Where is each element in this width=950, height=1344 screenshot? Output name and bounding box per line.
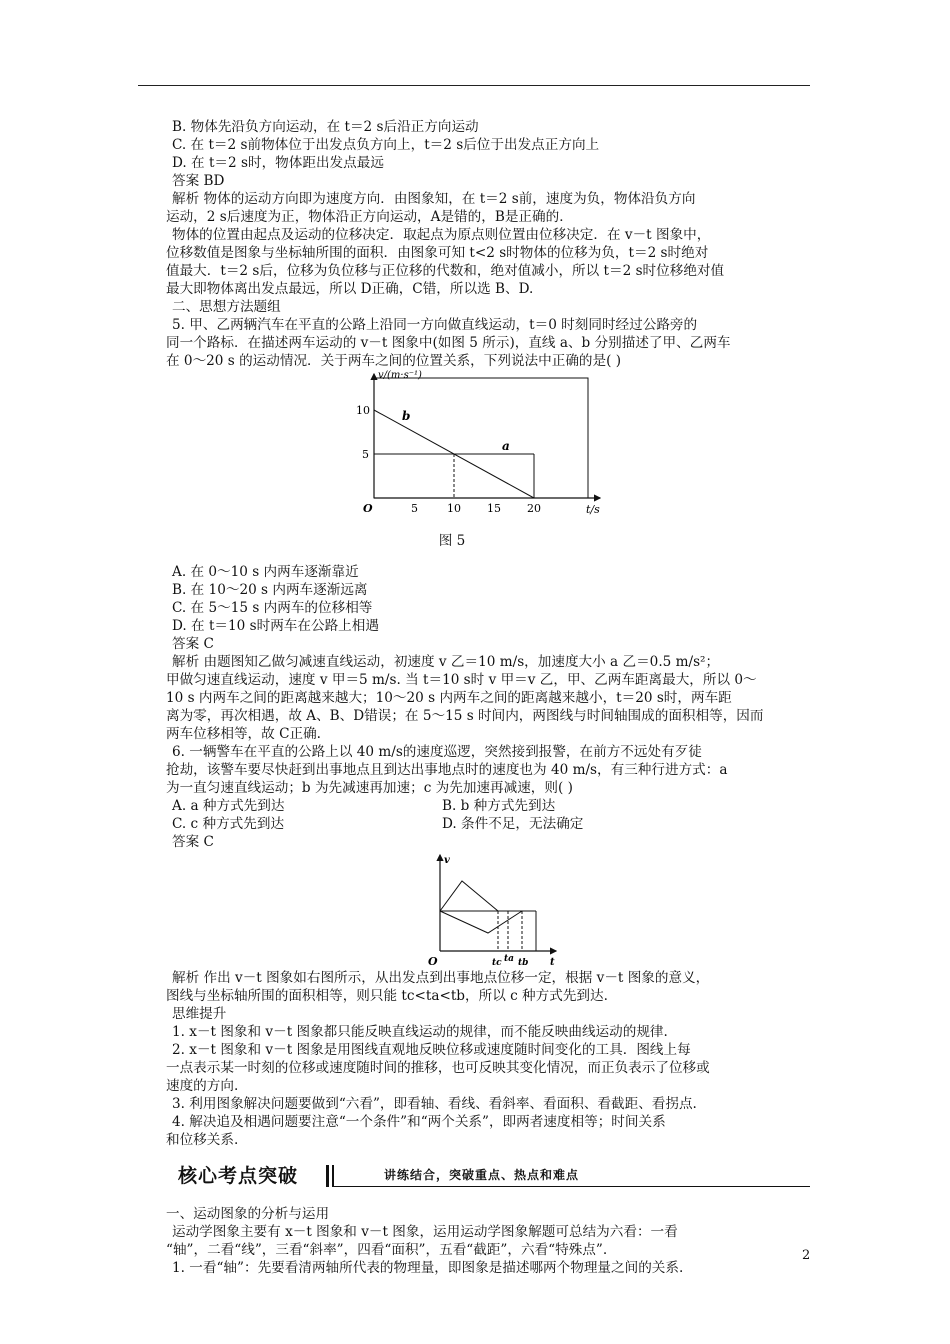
q5-option-a: A. 在 0～10 s 内两车逐渐靠近 — [172, 564, 359, 581]
section-text: 1. 一看“轴”：先要看清两轴所代表的物理量，即图象是描述哪两个物理量之间的关系. — [172, 1260, 684, 1277]
page-number: 2 — [802, 1248, 811, 1263]
q4-analysis-line: 运动，2 s后速度为正，物体沿正方向运动，A是错的，B是正确的． — [166, 209, 573, 225]
q5-analysis-line: 甲做匀速直线运动，速度 v 甲＝5 m/s. 当 t＝10 s时 v 甲＝v 乙，甲、乙两车距离最大，所以 0～ — [166, 672, 757, 689]
header-rule — [138, 85, 810, 86]
q4-analysis-line: 物体的位置由起点及运动的位移决定．取起点为原点则位置由位移决定．在 v－t 图象中， — [172, 227, 711, 243]
tick-ta: ta — [504, 954, 514, 965]
page-content — [166, 118, 812, 1277]
tick-tb: tb — [518, 958, 529, 969]
q6-option-a: A. a 种方式先到达 — [172, 798, 285, 815]
section-banner — [172, 1157, 812, 1205]
figure-5-graph — [356, 370, 622, 518]
v-axis-label: v — [444, 855, 450, 867]
x-tick-20: 20 — [527, 502, 541, 515]
q6-options-row — [172, 815, 812, 833]
q5-stem: 在 0～20 s 的运动情况．关于两车之间的位置关系，下列说法中正确的是( ) — [166, 353, 622, 369]
q6-analysis-line: 解析 作出 v－t 图象如右图所示，从出发点到出事地点位移一定，根据 v－t 图象的意义， — [172, 970, 710, 987]
section-text: 运动学图象主要有 x－t 图象和 v－t 图象，运用运动学图象解题可总结为六看：一看 — [172, 1224, 678, 1241]
q6-answer: 答案 C — [172, 834, 214, 851]
q5-analysis-line: 10 s 内两车之间的距离越来越大；10～20 s 内两车之间的距离越来越小，t＝20 s时，两车距 — [166, 690, 732, 707]
q5-stem: 5. 甲、乙两辆汽车在平直的公路上沿同一方向做直线运动，t＝0 时刻同时经过公路旁的 — [172, 317, 698, 333]
thinking-line: 速度的方向. — [166, 1078, 239, 1095]
q4-tail — [166, 118, 812, 298]
q6-stem: 6. 一辆警车在平直的公路上以 40 m/s的速度巡逻，突然接到报警，在前方不远处有歹徒 — [172, 744, 702, 761]
banner-bar — [326, 1165, 329, 1187]
line-c — [440, 881, 498, 911]
thinking-line: 2. x－t 图象和 v－t 图象是用图线直观地反映位移或速度随时间变化的工具．图线上每 — [172, 1042, 691, 1059]
thinking-line: 4. 解决追及相遇问题要注意“一个条件”和“两个关系”，即两者速度相等；时间关系 — [172, 1114, 666, 1131]
thinking-line: 3. 利用图象解决问题要做到“六看”，即看轴、看线、看斜率、看面积、看截距、看拐点. — [172, 1096, 697, 1113]
origin-label: O — [363, 502, 373, 515]
q4-analysis-line: 解析 物体的运动方向即为速度方向．由图象知，在 t＝2 s前，速度为负，物体沿负方向 — [172, 191, 696, 207]
q6-stem: 为一直匀速直线运动；b 为先减速再加速；c 为先加速再减速，则( ) — [166, 780, 573, 797]
q6-stem: 抢劫，该警车要尽快赶到出事地点且到达出事地点时的速度也为 40 m/s，有三种行进方式：a — [166, 762, 728, 779]
figure-q6 — [422, 851, 562, 969]
y-tick-10: 10 — [356, 404, 370, 417]
x-tick-10: 10 — [447, 502, 461, 515]
line-a-label: a — [502, 439, 510, 453]
q6-option-d: D. 条件不足，无法确定 — [442, 816, 584, 833]
thinking-line: 一点表示某一时刻的位移或速度随时间的推移，也可反映其变化情况，而正负表示了位移或 — [166, 1060, 710, 1077]
q6-analysis-line: 图线与坐标轴所围的面积相等，则只能 tc<ta<tb，所以 c 种方式先到达. — [166, 988, 608, 1005]
section2-title: 二、思想方法题组 — [172, 299, 281, 315]
origin-label: O — [428, 955, 438, 969]
y-tick-5: 5 — [362, 448, 369, 461]
x-tick-15: 15 — [487, 502, 501, 515]
q6-option-c: C. c 种方式先到达 — [172, 816, 285, 833]
figure-5 — [356, 370, 622, 518]
q5-answer: 答案 C — [172, 636, 214, 653]
q5-stem: 同一个路标．在描述两车运动的 v－t 图象中(如图 5 所示)，直线 a、b 分别描述了甲、乙两车 — [166, 335, 731, 351]
q6-option-b: B. b 种方式先到达 — [442, 798, 556, 815]
banner-subtitle: 讲练结合，突破重点、热点和难点 — [384, 1168, 580, 1183]
tick-tc: tc — [492, 958, 502, 969]
q5-analysis-line: 离为零，再次相遇，故 A、B、D错误；在 5～15 s 时间内，两图线与时间轴围成的面积相等，因而 — [166, 708, 764, 725]
figure-q6-graph — [422, 851, 562, 969]
q4-option-d: D. 在 t＝2 s时，物体距出发点最远 — [172, 155, 384, 171]
q4-option-c: C. 在 t＝2 s前物体位于出发点负方向上，t＝2 s后位于出发点正方向上 — [172, 137, 600, 153]
banner-title: 核心考点突破 — [178, 1165, 299, 1188]
q5-option-b: B. 在 10～20 s 内两车逐渐远离 — [172, 582, 368, 599]
q4-option-b: B. 物体先沿负方向运动，在 t＝2 s后沿正方向运动 — [172, 119, 479, 135]
figure-5-caption: 图 5 — [438, 532, 466, 549]
line-b-label: b — [402, 409, 411, 423]
q4-analysis-line: 值最大．t＝2 s后，位移为负位移与正位移的代数和，绝对值减小，所以 t＝2 s时位移绝对值 — [166, 263, 725, 279]
frame — [374, 378, 588, 498]
x-tick-5: 5 — [411, 502, 418, 515]
q4-answer: 答案 BD — [172, 173, 225, 189]
x-axis-label: t/s — [586, 503, 600, 516]
y-axis-label: v/(m·s⁻¹) — [378, 370, 422, 381]
q5-analysis-line: 解析 由题图知乙做匀减速直线运动，初速度 v 乙＝10 m/s，加速度大小 a 乙＝0.5 m/s²； — [172, 654, 720, 671]
section-heading: 一、运动图象的分析与运用 — [166, 1206, 330, 1223]
q4-analysis-line: 位移数值是图象与坐标轴所围的面积．由图象可知 t<2 s时物体的位移为负，t＝2 s时绝对 — [166, 245, 709, 261]
q6-options-row — [172, 797, 812, 815]
q5-analysis-line: 两车位移相等，故 C正确. — [166, 726, 321, 743]
line-b — [440, 911, 522, 933]
thinking-line: 和位移关系. — [166, 1132, 239, 1149]
q5-option-c: C. 在 5～15 s 内两车的位移相等 — [172, 600, 373, 617]
thinking-line: 1. x－t 图象和 v－t 图象都只能反映直线运动的规律，而不能反映曲线运动的规律. — [172, 1024, 668, 1041]
section-text: “轴”，二看“线”，三看“斜率”，四看“面积”，五看“截距”，六看“特殊点”. — [166, 1242, 608, 1259]
thinking-title: 思维提升 — [172, 1006, 227, 1023]
q5-option-d: D. 在 t＝10 s时两车在公路上相遇 — [172, 618, 379, 635]
q4-analysis-line: 最大即物体离出发点最远，所以 D正确，C错，所以选 B、D. — [166, 281, 534, 297]
banner-bar — [332, 1165, 334, 1187]
t-axis-label: t — [550, 957, 555, 969]
banner-underline — [334, 1186, 810, 1187]
